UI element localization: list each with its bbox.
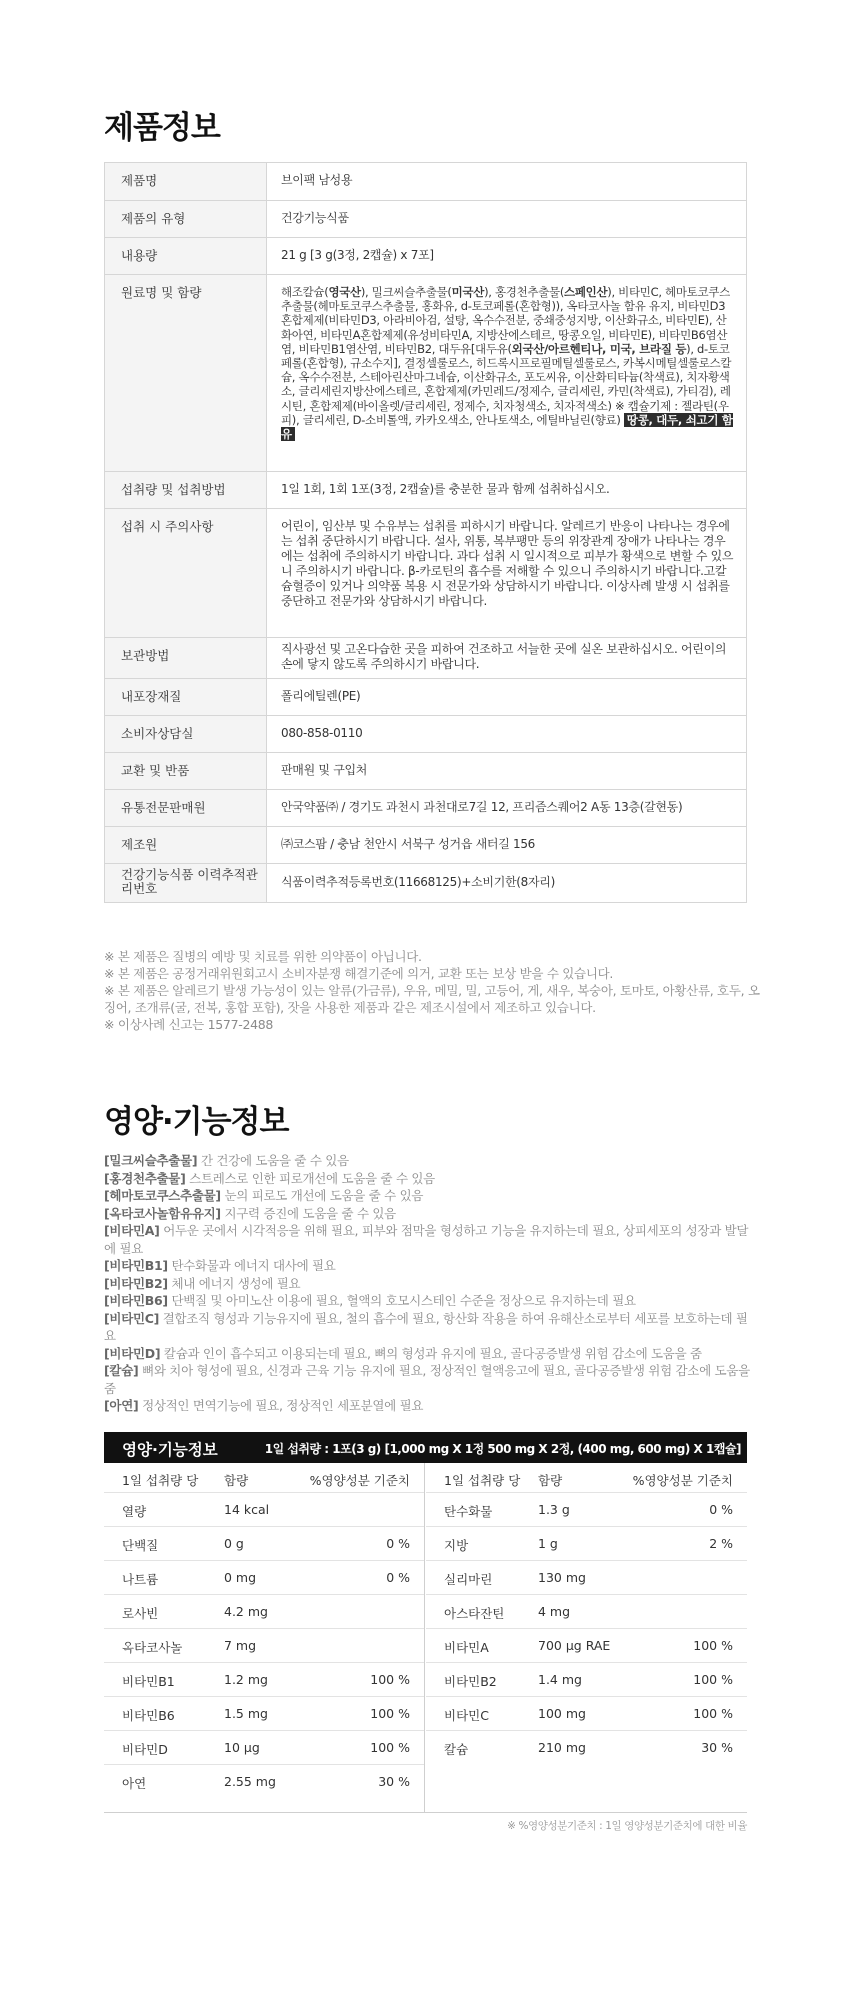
product-info-table	[104, 162, 747, 903]
nutrient-percent: 0 %	[709, 1502, 733, 1517]
table-row	[104, 1561, 424, 1595]
allergen-highlight: 땅콩, 대두, 쇠고기 함유	[281, 412, 733, 442]
nutrient-amount: 0 mg	[224, 1570, 257, 1585]
nutrient-percent: 30 %	[378, 1774, 410, 1789]
function-list	[104, 1152, 754, 1415]
nutrition-function-title: 영양·기능정보	[104, 1104, 289, 1140]
column-header: 함량	[224, 1473, 249, 1488]
table-row	[105, 201, 747, 238]
nutrient-amount: 2.55 mg	[224, 1774, 276, 1789]
row-label: 제품명	[105, 163, 267, 201]
nutrient-percent: 100 %	[370, 1740, 410, 1755]
ingredient-name: [칼슘]	[104, 1363, 139, 1378]
nutrient-name: 탄수화물	[444, 1504, 493, 1519]
ingredients-text: ), 비타민C, 헤마토코쿠스추출물(헤마토코쿠스추출물, 홍화유, d-토코페롤(혼합형)), 옥타코사놀 함유 유지, 비타민D3혼합제제(비타민D3, 아라비아검, 설탕, 옥수수전분, 중쇄중성지방, 이산화규소, 비타민E), 산화아연, 비타민A혼합제제(유성비타민A, 지방산에스테르, 땅콩오일, 비타민E), 비타민B6염산염, 비타민B1염산염, 비타민B2, 대두유[대두유(	[281, 285, 730, 356]
nutrition-footnote: ※ %영양성분기준치 : 1일 영양성분기준치에 대한 비율	[507, 1820, 747, 1832]
nutrient-amount: 0 g	[224, 1536, 244, 1551]
list-item	[104, 1362, 754, 1397]
table-row	[104, 1629, 424, 1663]
row-value: ㈜코스팜 / 충남 천안시 서북구 성거읍 새터길 156	[267, 827, 747, 864]
list-item	[104, 1292, 754, 1310]
nutrient-percent: 2 %	[709, 1536, 733, 1551]
row-label: 섭취량 및 섭취방법	[105, 472, 267, 509]
nutrition-table-title: 영양·기능정보	[122, 1441, 218, 1459]
nutrient-amount: 130 mg	[538, 1570, 586, 1585]
nutrient-percent: 100 %	[693, 1672, 733, 1687]
row-label: 내포장재질	[105, 679, 267, 716]
row-value: 브이팩 남성용	[267, 163, 747, 201]
table-header-row	[426, 1463, 747, 1493]
ingredient-desc: 칼슘과 인이 흡수되고 이용되는데 필요, 뼈의 형성과 유지에 필요, 골다공증발생 위험 감소에 도움을 줌	[163, 1345, 702, 1361]
nutrient-name: 칼슘	[444, 1742, 469, 1757]
table-row	[426, 1731, 747, 1765]
list-item	[104, 1397, 754, 1415]
table-row	[426, 1493, 747, 1527]
nutrient-percent: 100 %	[370, 1706, 410, 1721]
nutrient-percent: 100 %	[693, 1638, 733, 1653]
list-item	[104, 1152, 754, 1170]
ingredients-text: 해조칼슘(	[281, 285, 329, 299]
nutrient-name: 비타민B2	[444, 1674, 497, 1689]
ingredient-name: [비타민C]	[104, 1310, 160, 1326]
table-row	[105, 827, 747, 864]
nutrient-percent: 0 %	[386, 1536, 410, 1551]
origin-text: 스페인산	[564, 285, 608, 299]
nutrient-name: 비타민C	[444, 1708, 489, 1723]
nutrient-amount: 700 μg RAE	[538, 1638, 611, 1653]
table-row	[104, 1493, 424, 1527]
nutrient-name: 아스타잔틴	[444, 1606, 505, 1621]
column-header: %영양성분 기준치	[309, 1473, 410, 1488]
row-value: 안국약품㈜ / 경기도 과천시 과천대로7길 12, 프리즘스퀘어2 A동 13층(갈현동)	[267, 790, 747, 827]
nutrient-name: 나트륨	[122, 1572, 159, 1587]
ingredient-name: [비타민D]	[104, 1345, 161, 1361]
row-value: 건강기능식품	[267, 201, 747, 238]
ingredient-name: [비타민B6]	[104, 1293, 168, 1308]
list-item	[104, 1187, 754, 1205]
notice-item: ※ 이상사례 신고는 1577-2488	[104, 1017, 274, 1032]
table-row	[105, 472, 747, 509]
ingredient-desc: 지구력 증진에 도움을 줄 수 있음	[224, 1205, 396, 1221]
nutrient-amount: 14 kcal	[224, 1502, 270, 1517]
ingredient-name: [비타민B2]	[104, 1275, 168, 1291]
nutrient-name: 비타민A	[444, 1640, 489, 1655]
row-value: 1일 1회, 1회 1포(3정, 2캡슐)를 충분한 물과 함께 섭취하십시오.	[267, 472, 747, 509]
ingredient-name: [옥타코사놀함유유지]	[104, 1205, 221, 1221]
nutrient-amount: 4.2 mg	[224, 1604, 268, 1619]
table-row	[105, 509, 747, 638]
table-row	[426, 1697, 747, 1731]
table-header-row	[104, 1463, 424, 1493]
table-row	[105, 864, 747, 903]
ingredient-desc: 결합조직 형성과 기능유지에 필요, 철의 흡수에 필요, 항산화 작용을 하여 유해산소로부터 세포를 보호하는데 필요	[104, 1310, 748, 1343]
ingredient-name: [헤마토코쿠스추출물]	[104, 1188, 221, 1203]
table-row	[105, 753, 747, 790]
row-label: 제품의 유형	[105, 201, 267, 238]
row-label: 교환 및 반품	[105, 753, 267, 790]
nutrient-amount: 1.5 mg	[224, 1706, 268, 1721]
row-value: 폴리에틸렌(PE)	[267, 679, 747, 716]
column-header: %영양성분 기준치	[632, 1473, 733, 1488]
ingredient-desc: 단백질 및 아미노산 이용에 필요, 혈액의 호모시스테인 수준을 정상으로 유지하는데 필요	[171, 1293, 636, 1308]
table-row	[104, 1765, 424, 1799]
row-label: 섭취 시 주의사항	[105, 509, 267, 638]
table-row	[104, 1595, 424, 1629]
list-item	[104, 1170, 754, 1188]
nutrition-column-right	[426, 1463, 747, 1765]
nutrition-column-left	[104, 1463, 425, 1813]
nutrient-percent: 100 %	[370, 1672, 410, 1687]
row-value: 21 g [3 g(3정, 2캡슐) x 7포]	[267, 238, 747, 275]
ingredient-desc: 체내 에너지 생성에 필요	[171, 1275, 301, 1291]
table-row	[105, 163, 747, 201]
ingredient-name: [비타민A]	[104, 1223, 160, 1238]
list-item	[104, 1310, 754, 1345]
origin-text: 외국산/아르헨티나, 미국, 브라질 등	[511, 341, 687, 356]
table-row	[104, 1527, 424, 1561]
nutrient-name: 로사빈	[122, 1606, 159, 1621]
row-value: 판매원 및 구입처	[267, 753, 747, 790]
nutrient-name: 옥타코사놀	[122, 1640, 183, 1655]
table-row	[104, 1731, 424, 1765]
ingredients-text: ), 홍경천추출물(	[484, 285, 565, 299]
nutrition-table-header	[104, 1432, 747, 1463]
list-item	[104, 1345, 754, 1363]
notice-item: ※ 본 제품은 질병의 예방 및 치료를 위한 의약품이 아닙니다.	[104, 949, 422, 964]
serving-size: 1일 섭취량 : 1포(3 g) [1,000 mg X 1정 500 mg X 2정, (400 mg, 600 mg) X 1캡슐]	[264, 1442, 741, 1456]
nutrient-name: 비타민B6	[122, 1708, 175, 1723]
notice-item: ※ 본 제품은 공정거래위원회고시 소비자분쟁 해결기준에 의거, 교환 또는 보상 받을 수 있습니다.	[104, 966, 614, 981]
nutrient-name: 지방	[444, 1538, 469, 1553]
ingredients-text: ), d-토코페롤(혼합형), 규소수지], 결정셀룰로스, 히드록시프로필메틸셀룰로스, 카복시메틸셀룰로스칼슘, 옥수수전분, 스테아린산마그네슘, 이산화규소, 포도씨유, 이산화티타늄(착색료), 치자황색소, 글리세린지방산에스테르, 혼합제제(카민레드/정제수, 글리세린, 카민(착색료), 가티검), 레시틴, 혼합제제(바이올렛/글리세린, 정제수, 치자청색소, 치자적색소) ※ 캡슐기제 : 젤라틴(우피), 글리세린, D-소비톨액, 카카오색소, 안나토색소, 에틸바닐린(향료)	[281, 341, 732, 427]
nutrient-amount: 1 g	[538, 1536, 558, 1551]
row-value: 어린이, 임산부 및 수유부는 섭취를 피하시기 바랍니다. 알레르기 반응이 나타나는 경우에는 섭취 중단하시기 바랍니다. 설사, 위통, 복부팽만 등의 위장관계 장애가 나타나는 경우에는 섭취에 주의하시기 바랍니다. 과다 섭취 시 일시적으로 피부가 황색으로 변할 수 있으니 주의하시기 바랍니다. β-카로틴의 흡수를 저해할 수 있으니 주의하시기 바랍니다.고칼슘혈증이 있거나 의약품 복용 시 전문가와 상담하시기 바랍니다. 이상사례 발생 시 섭취를 중단하고 전문가와 상담하시기 바랍니다.	[267, 509, 747, 638]
nutrient-amount: 1.3 g	[538, 1502, 570, 1517]
row-value: 직사광선 및 고온다습한 곳을 피하여 건조하고 서늘한 곳에 실온 보관하십시오. 어린이의 손에 닿지 않도록 주의하시기 바랍니다.	[267, 638, 747, 679]
row-label: 내용량	[105, 238, 267, 275]
ingredients-value	[267, 275, 747, 472]
table-row	[105, 679, 747, 716]
row-label: 원료명 및 함량	[105, 275, 267, 472]
table-row	[426, 1561, 747, 1595]
table-row	[104, 1697, 424, 1731]
row-label: 제조원	[105, 827, 267, 864]
nutrient-name: 열량	[122, 1504, 147, 1519]
nutrient-amount: 1.2 mg	[224, 1672, 268, 1687]
notice-item: ※ 본 제품은 알레르기 발생 가능성이 있는 알류(가금류), 우유, 메밀, 밀, 고등어, 게, 새우, 복숭아, 토마토, 아황산류, 호두, 오징어, 조개류(굴, 전복, 홍합 포함), 잣을 사용한 제품과 같은 제조시설에서 제조하고 있습니다.	[104, 983, 760, 1015]
ingredient-desc: 간 건강에 도움을 줄 수 있음	[200, 1153, 349, 1168]
nutrition-table	[104, 1463, 747, 1813]
nutrient-amount: 1.4 mg	[538, 1672, 582, 1687]
list-item	[104, 1222, 754, 1257]
ingredient-name: [홍경천추출물]	[104, 1170, 186, 1186]
nutrient-amount: 210 mg	[538, 1740, 586, 1755]
ingredients-text: ), 밀크씨슬추출물(	[360, 285, 452, 299]
origin-text: 영국산	[328, 285, 361, 299]
ingredient-name: [아연]	[104, 1398, 139, 1413]
nutrient-amount: 7 mg	[224, 1638, 257, 1653]
product-info-title: 제품정보	[104, 110, 220, 146]
row-label: 소비자상담실	[105, 716, 267, 753]
nutrient-percent: 0 %	[386, 1570, 410, 1585]
list-item	[104, 1257, 754, 1275]
nutrient-name: 비타민D	[122, 1742, 168, 1757]
table-row	[426, 1595, 747, 1629]
table-row	[105, 275, 747, 472]
nutrient-percent: 100 %	[693, 1706, 733, 1721]
row-value: 080-858-0110	[267, 716, 747, 753]
table-row	[104, 1663, 424, 1697]
origin-text: 미국산	[451, 285, 485, 299]
nutrient-amount: 100 mg	[538, 1706, 586, 1721]
nutrient-amount: 10 μg	[224, 1740, 260, 1755]
table-row	[426, 1527, 747, 1561]
table-row	[105, 238, 747, 275]
nutrient-name: 단백질	[122, 1538, 159, 1553]
nutrient-percent: 30 %	[701, 1740, 733, 1755]
ingredient-desc: 정상적인 면역기능에 필요, 정상적인 세포분열에 필요	[142, 1398, 424, 1413]
table-row	[105, 638, 747, 679]
ingredient-desc: 스트레스로 인한 피로개선에 도움을 줄 수 있음	[189, 1170, 435, 1186]
list-item	[104, 1275, 754, 1293]
ingredient-desc: 눈의 피로도 개선에 도움을 줄 수 있음	[224, 1188, 424, 1203]
nutrient-name: 비타민B1	[122, 1674, 175, 1689]
row-label: 건강기능식품 이력추적관리번호	[105, 864, 267, 903]
ingredient-name: [밀크씨슬추출물]	[104, 1153, 198, 1168]
nutrient-name: 실리마린	[444, 1572, 493, 1587]
table-row	[105, 716, 747, 753]
row-value: 식품이력추적등록번호(11668125)+소비기한(8자리)	[267, 864, 747, 903]
row-label: 유통전문판매원	[105, 790, 267, 827]
ingredient-name: [비타민B1]	[104, 1258, 168, 1273]
ingredient-desc: 어두운 곳에서 시각적응을 위해 필요, 피부와 점막을 형성하고 기능을 유지하는데 필요, 상피세포의 성장과 발달에 필요	[104, 1223, 749, 1256]
column-header: 1일 섭취량 당	[122, 1473, 199, 1488]
table-row	[426, 1663, 747, 1697]
column-header: 함량	[538, 1473, 563, 1488]
nutrient-amount: 4 mg	[538, 1604, 571, 1619]
nutrient-name: 아연	[122, 1776, 147, 1791]
notice-list	[104, 948, 764, 1033]
ingredient-desc: 탄수화물과 에너지 대사에 필요	[171, 1258, 336, 1273]
row-label: 보관방법	[105, 638, 267, 679]
table-row	[105, 790, 747, 827]
ingredient-desc: 뼈와 치아 형성에 필요, 신경과 근육 기능 유지에 필요, 정상적인 혈액응고에 필요, 골다공증발생 위험 감소에 도움을 줌	[104, 1363, 750, 1396]
table-row	[426, 1629, 747, 1663]
list-item	[104, 1205, 754, 1223]
column-header: 1일 섭취량 당	[444, 1473, 521, 1488]
